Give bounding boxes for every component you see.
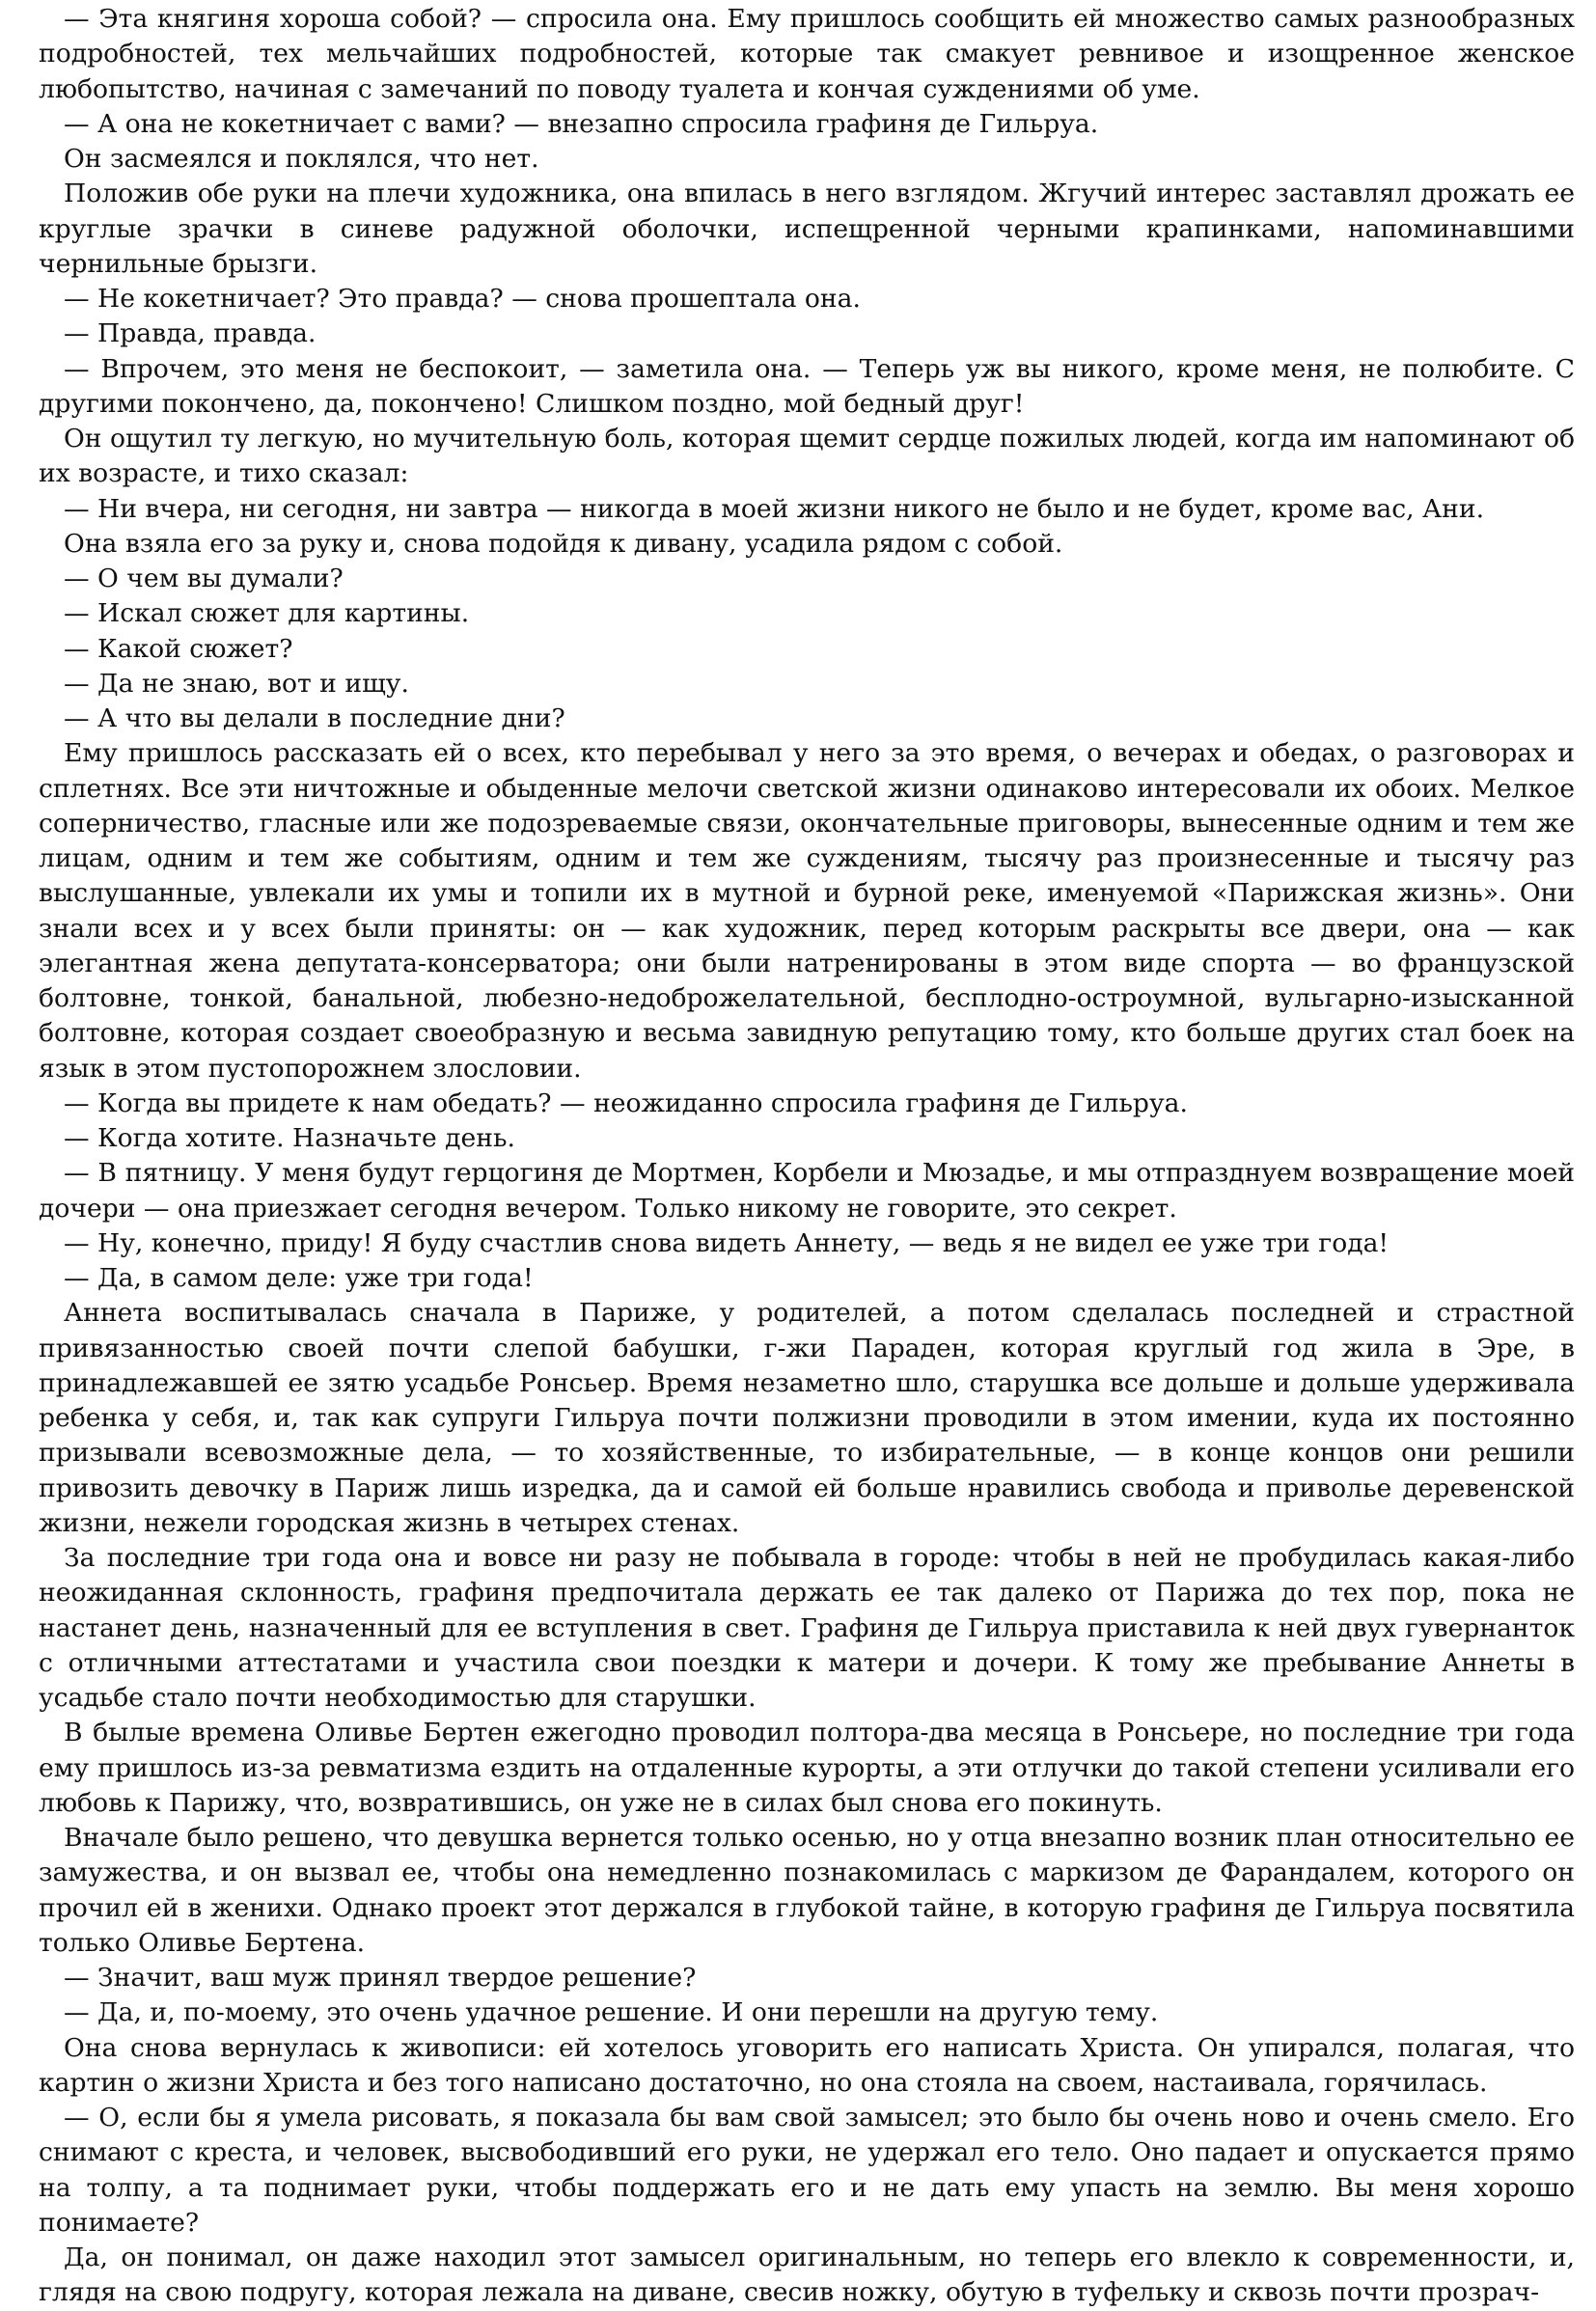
paragraph: — А она не кокетничает с вами? — внезапно спросила графиня де Гильруа. [64,108,1099,139]
paragraph: Она взяла его за руку и, снова подойдя к дивану, усадила рядом с собой. [64,528,1063,559]
paragraph: В былые времена Оливье Бертен ежегодно проводил полтора-два месяца в Ронсьере, но последние три года ему пришлось из-за ревматизма ездить на отдаленные курорты, а эти отлучки до такой степени усиливали его любовь к Парижу, что, возвратившись, он уже не в силах был снова его покинуть. [39,1718,1575,1818]
paragraph: Вначале было решено, что девушка вернется только осенью, но у отца внезапно возник план относительно ее замужества, и он вызвал ее, чтобы она немедленно познакомилась с маркизом де Фарандалем, которого он прочил ей в женихи. Однако проект этот держался в глубокой тайне, в которую графиня де Гильруа посвятила только Оливье Бертена. [39,1823,1575,1958]
paragraph: Да, он понимал, он даже находил этот замысел оригинальным, но теперь его влекло к современности, и, глядя на свою подругу, которая лежала на диване, свесив ножку, обутую в туфельку и сквозь почти прозрач- [39,2242,1575,2308]
paragraph: Аннета воспитывалась сначала в Париже, у родителей, а потом сделалась последней и страстной привязанностью своей почти слепой бабушки, г-жи Параден, которая круглый год жила в Эре, в принадлежавшей ее зятю усадьбе Ронсьер. Время незаметно шло, старушка все дольше и дольше удерживала ребенка у себя, и, так как супруги Гильруа почти полжизни проводили в этом имении, куда их постоянно призывали всевозможные дела, — то хозяйственные, то избирательные, — в конце концов они решили привозить девочку в Париж лишь изредка, да и самой ей больше нравились свобода и приволье деревенской жизни, нежели городская жизнь в четырех стенах. [39,1298,1575,1538]
paragraph: — Да не знаю, вот и ищу. [64,668,409,699]
paragraph: — Искал сюжет для картины. [64,598,470,629]
paragraph: — Когда вы придете к нам обедать? — неожиданно спросила графиня де Гильруа. [64,1087,1188,1118]
paragraph: — О чем вы думали? [64,564,344,593]
paragraph: — А что вы делали в последние дни? [64,703,565,733]
paragraph: За последние три года она и вовсе ни разу не побывала в городе: чтобы в ней не пробудилась какая-либо неожиданная склонность, графиня предпочитала держать ее так далеко от Парижа до тех пор, пока не настанет день, назначенный для ее вступления в свет. Графиня де Гильруа приставила к ней двух гувернанток с отличными аттестатами и участила свои поездки к матери и дочери. К тому же пребывание Аннеты в усадьбе стало почти необходимостью для старушки. [39,1543,1575,1713]
paragraph: — Ни вчера, ни сегодня, ни завтра — никогда в моей жизни никого не было и не будет, кроме вас, Ани. [64,493,1485,524]
paragraph: — Значит, ваш муж принял твердое решение? [64,1963,697,1993]
paragraph: Ему пришлось рассказать ей о всех, кто перебывал у него за это время, о вечерах и обедах, о разговорах и сплетнях. Все эти ничтожные и обыденные мелочи светской жизни одинаково интересовали их обоих. Мелкое соперничество, гласные или же подозреваемые связи, окончательные приговоры, вынесенные одним и тем же лицам, одним и тем же событиям, одним и тем же суждениям, тысячу раз произнесенные и тысячу раз выслушанные, увлекали их умы и топили их в мутной и бурной реке, именуемой «Парижская жизнь». Они знали всех и у всех были приняты: он — как художник, перед которым раскрыты все двери, она — как элегантная жена депутата-консерватора; они были натренированы в этом виде спорта — во французской болтовне, тонкой, банальной, любезно-недоброжелательной, бесплодно-остроумной, вульгарно-изысканной болтовне, которая создает своеобразную и весьма завидную репутацию тому, кто больше других стал боек на язык в этом пустопорожнем злословии. [39,738,1575,1084]
paragraph: — Какой сюжет? [64,633,293,664]
paragraph: — Правда, правда. [64,318,316,349]
paragraph: Она снова вернулась к живописи: ей хотелось уговорить его написать Христа. Он упирался, полагая, что картин о жизни Христа и без того написано достаточно, но она стояла на своем, настаивала, горячилась. [39,2032,1575,2098]
paragraph: — О, если бы я умела рисовать, я показала бы вам свой замысел; это было бы очень ново и очень смело. Его снимают с креста, и человек, высвободивший его руки, не удержал его тело. Оно падает и опускается прямо на толпу, а та поднимает руки, чтобы поддержать его и не дать ему упасть на землю. Вы меня хорошо понимаете? [39,2103,1575,2238]
paragraph: — В пятницу. У меня будут герцогиня де Мортмен, Корбели и Мюзадье, и мы отпразднуем возвращение моей дочери — она приезжает сегодня вечером. Только никому не говорите, это секрет. [39,1158,1575,1224]
paragraph: — Да, и, по-моему, это очень удачное решение. И они перешли на другую тему. [64,1997,1159,2028]
paragraph: — Не кокетничает? Это правда? — снова прошептала она. [64,284,861,314]
paragraph: — Ну, конечно, приду! Я буду счастлив снова видеть Аннету, — ведь я не видел ее уже три года! [64,1227,1390,1258]
paragraph: Он засмеялся и поклялся, что нет. [64,144,539,174]
paragraph: — Впрочем, это меня не беспокоит, — заметила она. — Теперь уж вы никого, кроме меня, не полюбите. С другими покончено, да, покончено! Слишком поздно, мой бедный друг! [39,353,1575,419]
paragraph: Он ощутил ту легкую, но мучительную боль, которая щемит сердце пожилых людей, когда им напоминают об их возрасте, и тихо сказал: [39,424,1575,489]
paragraph: Положив обе руки на плечи художника, она впилась в него взглядом. Жгучий интерес заставлял дрожать ее круглые зрачки в синеве радужной оболочки, испещренной черными крапинками, напоминавшими чернильные брызги. [39,179,1575,279]
paragraph: — Когда хотите. Назначьте день. [64,1123,515,1153]
paragraph: — Эта княгиня хороша собой? — спросила она. Ему пришлось сообщить ей множество самых разнообразных подробностей, тех мельчайших подробностей, которые так смакует ревнивое и изощренное женское любопытство, начиная с замечаний по поводу туалета и кончая суждениями об уме. [39,4,1575,104]
paragraph: — Да, в самом деле: уже три года! [64,1263,534,1293]
